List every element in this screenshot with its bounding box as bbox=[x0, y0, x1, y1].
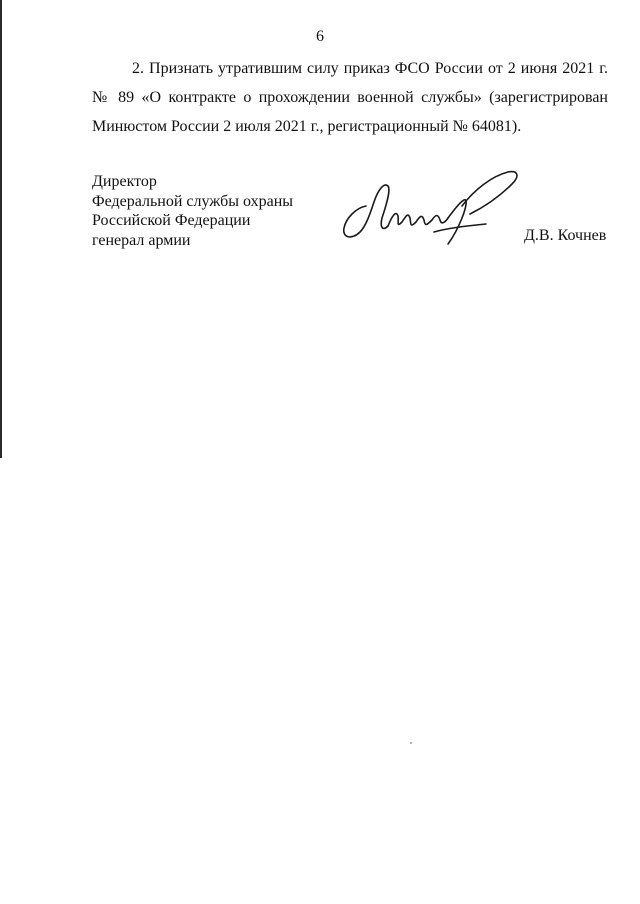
position-line-director: Директор bbox=[92, 173, 157, 190]
handwritten-signature bbox=[336, 166, 522, 248]
position-line-country: Российской Федерации bbox=[92, 212, 251, 229]
paragraph-line-3: Минюстом России 2 июля 2021 г., регистрационный № 64081). bbox=[92, 118, 522, 135]
signatory-position bbox=[92, 172, 293, 250]
position-line-service: Федеральной службы охраны bbox=[92, 192, 294, 210]
paragraph-line-2: № 89 «О контракте о прохождении военной службы» (зарегистрирован bbox=[92, 89, 608, 106]
page-number: 6 bbox=[316, 28, 324, 45]
signer-name: Д.В. Кочнев bbox=[524, 227, 607, 244]
scan-speck bbox=[410, 742, 412, 744]
position-line-rank: генерал армии bbox=[92, 231, 191, 249]
paragraph-line-1: 2. Признать утратившим силу приказ ФСО России от 2 июня 2021 г. bbox=[132, 60, 608, 77]
scan-edge-line bbox=[0, 0, 2, 458]
paragraph-item-2 bbox=[92, 59, 608, 139]
